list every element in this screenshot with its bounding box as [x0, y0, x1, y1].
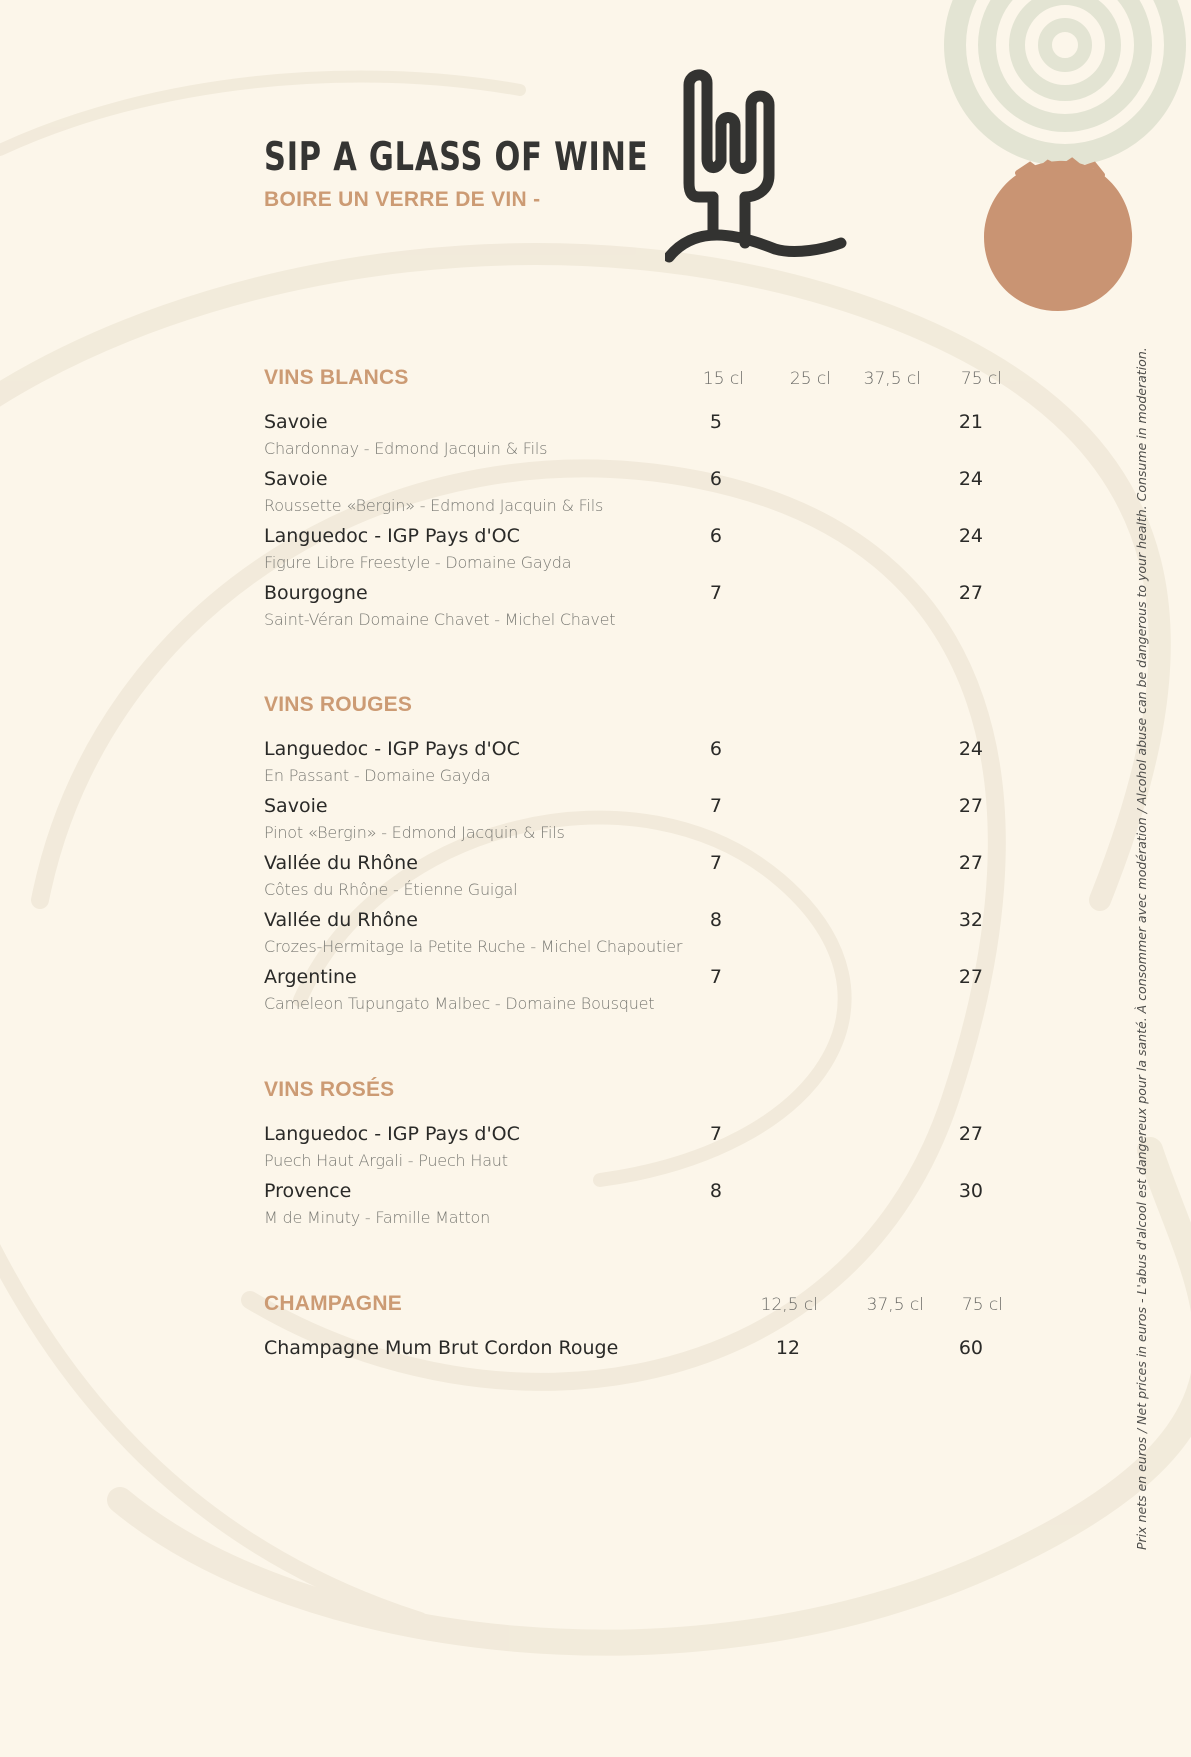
- price-75cl: 24: [958, 468, 983, 490]
- wine-name: Languedoc - IGP Pays d'OC: [264, 738, 520, 760]
- wine-description: Chardonnay - Edmond Jacquin & Fils: [264, 439, 548, 458]
- price-15cl: 7: [709, 795, 722, 817]
- sun-circle-icon: [978, 155, 1138, 315]
- price-75cl: 30: [958, 1180, 983, 1202]
- size-label: 75 cl: [960, 369, 1002, 389]
- price-75cl: 24: [958, 738, 983, 760]
- wine-description: Côtes du Rhône - Étienne Guigal: [264, 880, 518, 899]
- cactus-icon: [665, 65, 855, 265]
- wine-description: Pinot «Bergin» - Edmond Jacquin & Fils: [264, 823, 565, 842]
- wine-item: [264, 966, 983, 1023]
- wine-description: Puech Haut Argali - Puech Haut: [264, 1151, 508, 1170]
- wine-name: Savoie: [264, 795, 328, 817]
- wine-name: Savoie: [264, 411, 328, 433]
- wine-item: [264, 582, 983, 639]
- wine-name: Savoie: [264, 468, 328, 490]
- page-title: SIP A GLASS OF WINE: [264, 135, 649, 180]
- wine-name: Argentine: [264, 966, 357, 988]
- wine-description: En Passant - Domaine Gayda: [264, 766, 491, 785]
- section-vins-blancs: [264, 366, 1002, 639]
- wine-item: [264, 738, 983, 795]
- wine-item: [264, 852, 983, 909]
- wine-item: [264, 468, 983, 525]
- page-subtitle: BOIRE UN VERRE DE VIN -: [264, 188, 541, 211]
- wine-item: [264, 1337, 983, 1394]
- wine-name: Vallée du Rhône: [264, 852, 418, 874]
- price-75cl: 27: [958, 966, 983, 988]
- section-vins-rouges: [264, 693, 983, 1023]
- wine-description: Figure Libre Freestyle - Domaine Gayda: [264, 553, 572, 572]
- price-75cl: 27: [958, 582, 983, 604]
- section-vins-roses: [264, 1078, 983, 1237]
- wine-name: Vallée du Rhône: [264, 909, 418, 931]
- size-label: 37,5 cl: [866, 1295, 924, 1315]
- legal-notice: Prix nets en euros / Net prices in euros - L'abus d'alcool est dangereux pour la santé. À consommer avec modération / Alcohol abuse can be dangerous to your health. Consume in moderation.: [1134, 347, 1149, 1550]
- wine-name: Champagne Mum Brut Cordon Rouge: [264, 1337, 619, 1359]
- price-75cl: 24: [958, 525, 983, 547]
- wine-name: Bourgogne: [264, 582, 368, 604]
- price-12-5cl: 12: [775, 1337, 800, 1359]
- wine-item: [264, 795, 983, 852]
- wine-item: [264, 1180, 983, 1237]
- size-label: 37,5 cl: [863, 369, 921, 389]
- size-label: 25 cl: [789, 369, 831, 389]
- wine-description: Roussette «Bergin» - Edmond Jacquin & Fils: [264, 496, 604, 515]
- price-15cl: 6: [709, 468, 722, 490]
- section-title: VINS ROUGES: [264, 693, 413, 716]
- wine-item: [264, 1123, 983, 1180]
- section-title: CHAMPAGNE: [264, 1292, 402, 1315]
- price-75cl: 27: [958, 1123, 983, 1145]
- price-15cl: 7: [709, 852, 722, 874]
- wine-description: Saint-Véran Domaine Chavet - Michel Chavet: [264, 610, 616, 629]
- price-15cl: 6: [709, 738, 722, 760]
- wine-item: [264, 411, 983, 468]
- price-15cl: 8: [709, 1180, 722, 1202]
- size-label: 12,5 cl: [760, 1295, 818, 1315]
- section-title: VINS BLANCS: [264, 366, 409, 389]
- wine-name: Provence: [264, 1180, 352, 1202]
- wine-name: Languedoc - IGP Pays d'OC: [264, 1123, 520, 1145]
- price-75cl: 21: [958, 411, 983, 433]
- size-label: 75 cl: [961, 1295, 1003, 1315]
- wine-item: [264, 525, 983, 582]
- section-champagne: [264, 1292, 1003, 1394]
- price-15cl: 5: [709, 411, 722, 433]
- price-75cl: 32: [958, 909, 983, 931]
- wine-item: [264, 909, 983, 966]
- price-15cl: 7: [709, 582, 722, 604]
- wine-description: M de Minuty - Famille Matton: [264, 1208, 491, 1227]
- price-15cl: 6: [709, 525, 722, 547]
- wine-description: Crozes-Hermitage la Petite Ruche - Michel Chapoutier: [264, 937, 683, 956]
- wine-name: Languedoc - IGP Pays d'OC: [264, 525, 520, 547]
- price-75cl: 27: [958, 852, 983, 874]
- scribble-circle-icon: [900, 0, 1191, 170]
- price-75cl: 60: [958, 1337, 983, 1359]
- price-75cl: 27: [958, 795, 983, 817]
- price-15cl: 8: [709, 909, 722, 931]
- price-15cl: 7: [709, 966, 722, 988]
- section-title: VINS ROSÉS: [264, 1078, 395, 1101]
- wine-description: Cameleon Tupungato Malbec - Domaine Bousquet: [264, 994, 655, 1013]
- size-label: 15 cl: [702, 369, 744, 389]
- price-15cl: 7: [709, 1123, 722, 1145]
